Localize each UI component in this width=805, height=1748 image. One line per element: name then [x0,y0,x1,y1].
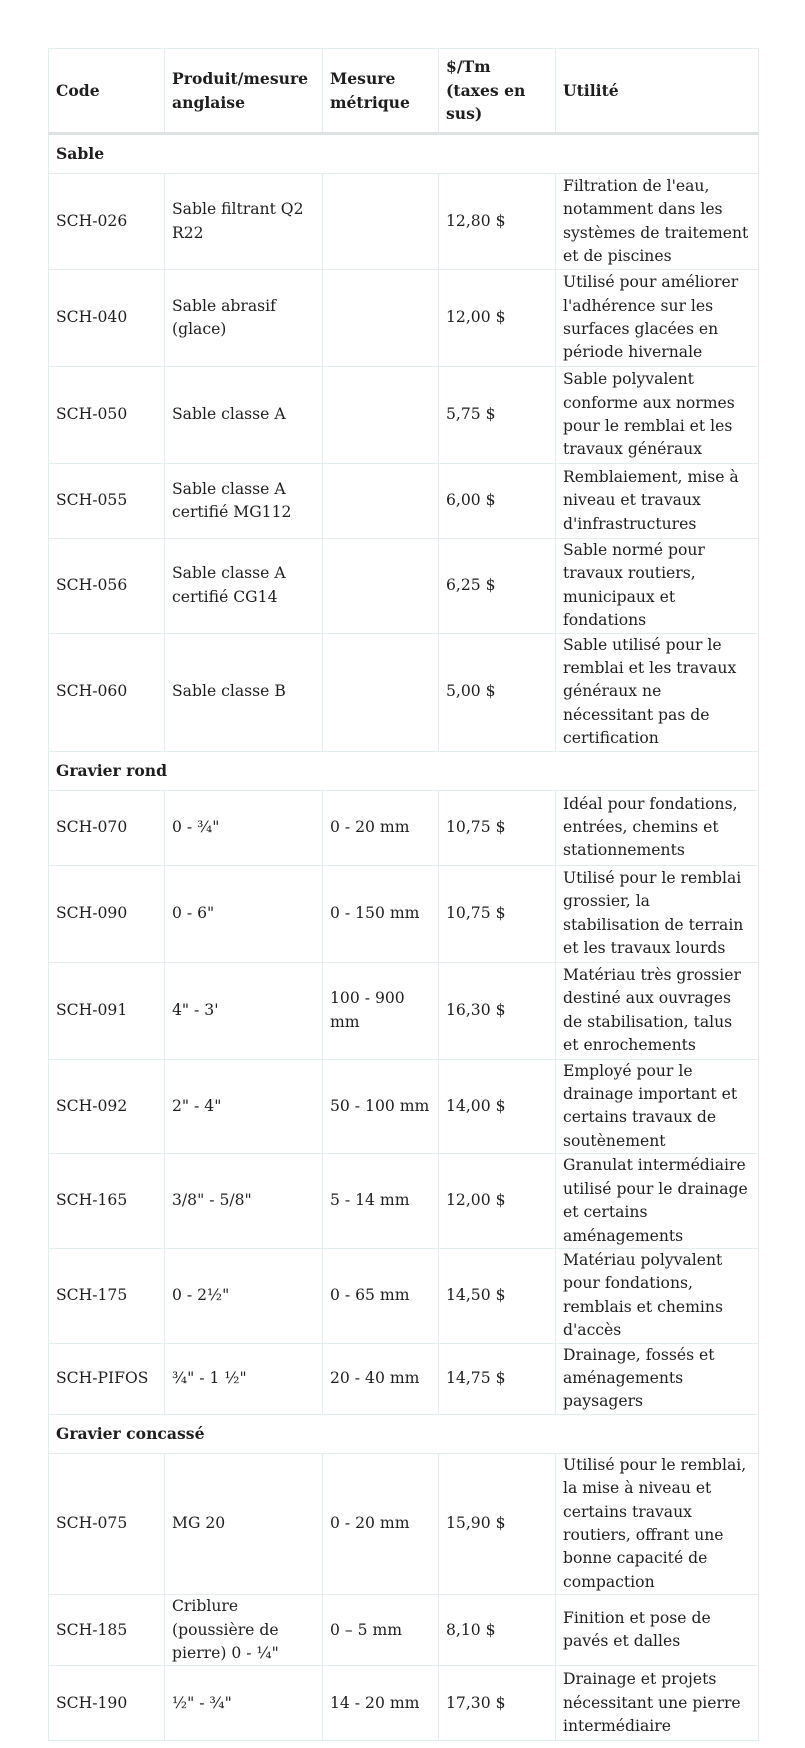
table-row [49,367,759,464]
cell-use: Granulat intermédiaire utilisé pour le drainage et certains aménagements [556,1154,759,1249]
table-row [49,790,759,865]
cell-use: Employé pour le drainage important et certains travaux de soutènement [556,1059,759,1154]
cell-product: Sable filtrant Q2 R22 [165,174,323,270]
cell-price: 6,25 $ [439,539,556,634]
cell-metric [323,270,439,367]
cell-use: Sable polyvalent conforme aux normes pour le remblai et les travaux généraux [556,367,759,464]
table-row [49,1343,759,1414]
section-header-row [49,1414,759,1453]
header-row [49,49,759,134]
cell-product: ½" - ¾" [165,1666,323,1741]
table-row [49,464,759,539]
cell-price: 17,30 $ [439,1666,556,1741]
cell-price: 5,75 $ [439,367,556,464]
cell-use: Matériau polyvalent pour fondations, remblais et chemins d'accès [556,1248,759,1343]
cell-use: Sable normé pour travaux routiers, municipaux et fondations [556,539,759,634]
cell-code: SCH-091 [49,962,165,1059]
table-row [49,270,759,367]
cell-use: Drainage, fossés et aménagements paysagers [556,1343,759,1414]
cell-price: 12,80 $ [439,174,556,270]
cell-price: 14,00 $ [439,1059,556,1154]
cell-code: SCH-056 [49,539,165,634]
section-header-row [49,134,759,174]
cell-price: 6,00 $ [439,464,556,539]
cell-metric [323,367,439,464]
cell-code: SCH-026 [49,174,165,270]
cell-use: Sable utilisé pour le remblai et les travaux généraux ne nécessitant pas de certification [556,633,759,751]
cell-use: Idéal pour fondations, entrées, chemins et stationnements [556,790,759,865]
cell-code: SCH-175 [49,1248,165,1343]
cell-metric [323,174,439,270]
cell-code: SCH-055 [49,464,165,539]
cell-product: 4" - 3' [165,962,323,1059]
cell-code: SCH-060 [49,633,165,751]
cell-price: 16,30 $ [439,962,556,1059]
cell-use: Remblaiement, mise à niveau et travaux d'infrastructures [556,464,759,539]
cell-product: 0 - 6" [165,865,323,962]
column-header-product: Produit/mesure anglaise [165,49,323,134]
section-title: Gravier rond [49,751,759,790]
cell-product: 3/8" - 5/8" [165,1154,323,1249]
cell-metric: 0 - 150 mm [323,865,439,962]
table-row [49,1453,759,1594]
cell-metric: 50 - 100 mm [323,1059,439,1154]
cell-price: 12,00 $ [439,270,556,367]
section-title: Gravier concassé [49,1414,759,1453]
cell-use: Drainage et projets nécessitant une pierre intermédiaire [556,1666,759,1741]
cell-product: Sable abrasif (glace) [165,270,323,367]
cell-metric: 100 - 900 mm [323,962,439,1059]
cell-price: 15,90 $ [439,1453,556,1594]
cell-price: 8,10 $ [439,1595,556,1666]
column-header-code: Code [49,49,165,134]
cell-metric: 14 - 20 mm [323,1666,439,1741]
cell-price: 10,75 $ [439,865,556,962]
cell-use: Matériau très grossier destiné aux ouvrages de stabilisation, talus et enrochements [556,962,759,1059]
cell-product: MG 20 [165,1453,323,1594]
cell-code: SCH-092 [49,1059,165,1154]
cell-metric: 5 - 14 mm [323,1154,439,1249]
column-header-use: Utilité [556,49,759,134]
cell-code: SCH-070 [49,790,165,865]
cell-code: SCH-165 [49,1154,165,1249]
cell-price: 14,75 $ [439,1343,556,1414]
table-body [49,134,759,1741]
table-header [49,49,759,134]
table-row [49,539,759,634]
price-table [48,48,759,1741]
cell-metric: 0 - 20 mm [323,790,439,865]
cell-use: Utilisé pour le remblai grossier, la stabilisation de terrain et les travaux lourds [556,865,759,962]
cell-product: 2" - 4" [165,1059,323,1154]
price-table-container [48,48,758,1741]
cell-price: 5,00 $ [439,633,556,751]
cell-code: SCH-040 [49,270,165,367]
cell-use: Utilisé pour améliorer l'adhérence sur les surfaces glacées en période hivernale [556,270,759,367]
cell-metric [323,539,439,634]
column-header-price: $/Tm (taxes en sus) [439,49,556,134]
cell-price: 10,75 $ [439,790,556,865]
cell-metric [323,464,439,539]
cell-code: SCH-190 [49,1666,165,1741]
cell-product: Sable classe A certifié MG112 [165,464,323,539]
table-row [49,962,759,1059]
table-row [49,1248,759,1343]
table-row [49,865,759,962]
cell-product: Sable classe A certifié CG14 [165,539,323,634]
cell-code: SCH-075 [49,1453,165,1594]
cell-code: SCH-050 [49,367,165,464]
column-header-metric: Mesure métrique [323,49,439,134]
cell-metric: 0 - 65 mm [323,1248,439,1343]
cell-code: SCH-PIFOS [49,1343,165,1414]
cell-metric: 0 – 5 mm [323,1595,439,1666]
cell-price: 12,00 $ [439,1154,556,1249]
section-header-row [49,751,759,790]
cell-metric [323,633,439,751]
cell-product: Criblure (poussière de pierre) 0 - ¼" [165,1595,323,1666]
cell-product: 0 - ¾" [165,790,323,865]
cell-metric: 0 - 20 mm [323,1453,439,1594]
cell-use: Finition et pose de pavés et dalles [556,1595,759,1666]
cell-code: SCH-185 [49,1595,165,1666]
cell-product: ¾" - 1 ½" [165,1343,323,1414]
table-row [49,1666,759,1741]
table-row [49,1059,759,1154]
cell-use: Utilisé pour le remblai, la mise à niveau et certains travaux routiers, offrant une bonne capacité de compaction [556,1453,759,1594]
table-row [49,1154,759,1249]
table-row [49,633,759,751]
table-row [49,174,759,270]
cell-product: 0 - 2½" [165,1248,323,1343]
cell-product: Sable classe A [165,367,323,464]
cell-code: SCH-090 [49,865,165,962]
cell-use: Filtration de l'eau, notamment dans les systèmes de traitement et de piscines [556,174,759,270]
cell-price: 14,50 $ [439,1248,556,1343]
table-row [49,1595,759,1666]
section-title: Sable [49,134,759,174]
cell-product: Sable classe B [165,633,323,751]
cell-metric: 20 - 40 mm [323,1343,439,1414]
